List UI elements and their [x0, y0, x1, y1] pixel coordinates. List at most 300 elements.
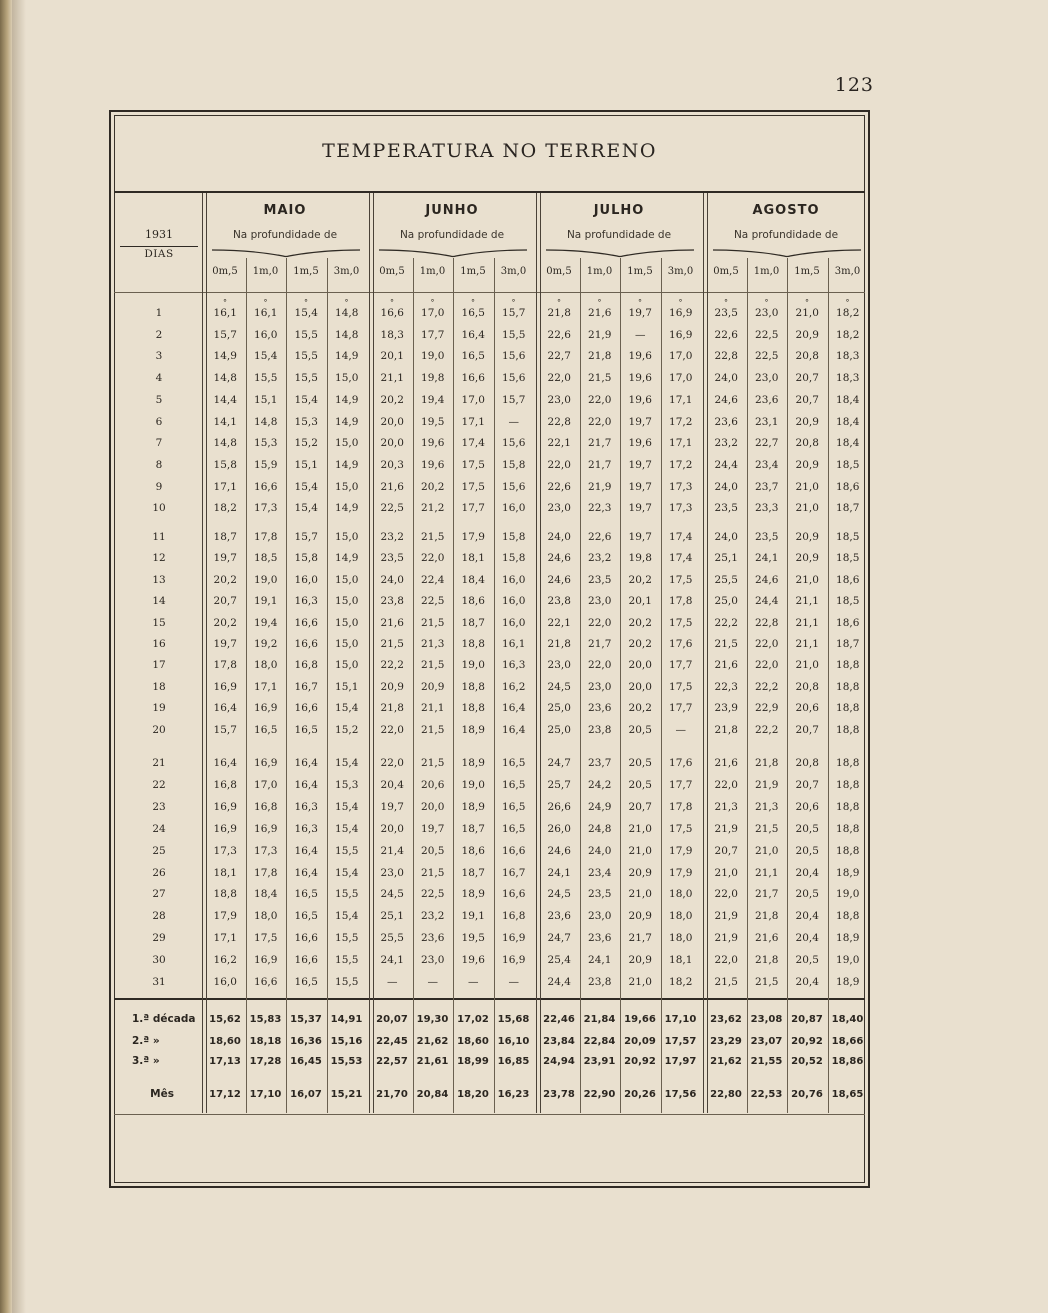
table-cell: 21,7: [628, 932, 652, 945]
table-cell: 18,0: [669, 910, 693, 923]
summary-cell: 23,08: [750, 1014, 783, 1025]
table-cell: 22,6: [547, 480, 571, 493]
table-cell: 23,6: [588, 932, 612, 945]
table-cell: 25,5: [380, 932, 404, 945]
table-cell: 19,7: [628, 415, 652, 428]
table-cell: 18,8: [836, 910, 860, 923]
table-cell: 23,5: [380, 552, 404, 565]
table-cell: 16,9: [213, 680, 237, 693]
table-cell: 24,0: [714, 372, 738, 385]
table-cell: 24,5: [547, 888, 571, 901]
table-cell: 16,0: [502, 616, 526, 629]
table-cell: 18,7: [836, 502, 860, 515]
table-cell: 19,7: [380, 800, 404, 813]
summary-cell: 21,55: [750, 1056, 783, 1067]
table-cell: 17,9: [669, 866, 693, 879]
table-cell: 19,1: [254, 595, 278, 608]
table-cell: 18,9: [461, 723, 485, 736]
table-cell: 21,0: [795, 659, 819, 672]
table-cell: 20,9: [628, 910, 652, 923]
table-cell: 20,5: [795, 888, 819, 901]
table-cell: 15,4: [294, 480, 318, 493]
table-cell: 15,4: [294, 307, 318, 319]
degree-mark: °: [638, 298, 642, 307]
table-cell: 16,5: [461, 350, 485, 363]
table-cell: 16,4: [213, 702, 237, 715]
table-cell: 17,3: [254, 844, 278, 857]
table-cell: 21,5: [755, 822, 779, 835]
month-name: AGOSTO: [752, 203, 820, 218]
depth-label: 1m,0: [586, 266, 613, 277]
table-cell: 19,6: [628, 372, 652, 385]
table-cell: 18,0: [669, 932, 693, 945]
summary-cell: 18,40: [831, 1014, 864, 1025]
bottom-rule: [114, 1114, 865, 1115]
summary-label: 1.ª década: [132, 1013, 196, 1025]
degree-mark: °: [805, 298, 809, 307]
table-cell: 20,9: [795, 552, 819, 565]
table-cell: 16,6: [294, 702, 318, 715]
table-cell: 16,4: [461, 328, 485, 341]
table-cell: 24,0: [547, 531, 571, 543]
table-cell: 17,0: [421, 307, 445, 319]
table-cell: 22,3: [588, 502, 612, 515]
table-cell: 21,5: [588, 372, 612, 385]
depth-label: 1m,5: [627, 266, 653, 277]
table-cell: 20,0: [628, 680, 652, 693]
day-number: 5: [155, 393, 163, 406]
table-cell: 20,4: [795, 932, 819, 945]
summary-cell: 18,66: [831, 1036, 864, 1047]
day-number: 10: [152, 502, 166, 515]
table-cell: 20,5: [795, 844, 819, 857]
table-cell: 25,1: [380, 910, 404, 923]
table-cell: 24,2: [588, 778, 612, 791]
brace-icon: [378, 248, 528, 258]
table-cell: 22,6: [547, 328, 571, 341]
table-cell: 15,0: [335, 531, 359, 543]
table-cell: 14,8: [254, 415, 278, 428]
table-cell: 16,0: [294, 573, 318, 586]
summary-cell: 17,02: [457, 1014, 489, 1025]
summary-cell: 18,60: [457, 1036, 489, 1047]
table-cell: 14,9: [213, 350, 237, 363]
day-number: 3: [155, 350, 163, 363]
table-cell: 15,1: [335, 680, 359, 693]
table-cell: 20,7: [795, 723, 819, 736]
summary-cell: 17,12: [209, 1089, 241, 1100]
table-cell: 20,9: [628, 954, 652, 967]
header-rule: [114, 292, 865, 293]
summary-label: 2.ª »: [132, 1035, 160, 1047]
table-cell: 16,3: [502, 659, 526, 672]
table-cell: 17,9: [461, 531, 485, 543]
table-cell: 21,5: [714, 976, 738, 988]
table-cell: 16,6: [254, 976, 278, 988]
table-cell: 20,4: [380, 778, 404, 791]
table-cell: 24,8: [588, 822, 612, 835]
table-cell: 22,0: [714, 954, 738, 967]
table-cell: 16,5: [294, 888, 318, 901]
table-cell: 15,5: [335, 888, 359, 901]
table-cell: 15,7: [502, 307, 526, 319]
table-cell: 24,1: [588, 954, 612, 967]
table-cell: 20,1: [380, 350, 404, 363]
summary-cell: 20,84: [416, 1089, 449, 1100]
summary-cell: 17,57: [664, 1036, 697, 1047]
table-cell: 17,5: [254, 932, 278, 945]
table-cell: 18,2: [213, 502, 237, 515]
depth-label: 3m,0: [667, 266, 694, 277]
table-cell: 14,9: [335, 350, 359, 363]
summary-cell: 14,91: [330, 1014, 363, 1025]
table-cell: 21,0: [628, 976, 652, 988]
table-cell: 20,5: [795, 954, 819, 967]
table-cell: 16,6: [294, 932, 318, 945]
table-cell: 16,3: [294, 822, 318, 835]
table-cell: 20,8: [795, 680, 819, 693]
depth-label: 0m,5: [713, 266, 739, 277]
table-cell: 17,4: [461, 437, 485, 450]
summary-cell: 15,37: [290, 1014, 322, 1025]
table-cell: 15,5: [335, 976, 359, 988]
depth-label: 1m,0: [419, 266, 446, 277]
table-cell: 19,0: [836, 954, 860, 967]
table-cell: 18,9: [836, 932, 860, 945]
table-cell: 20,2: [628, 638, 652, 650]
table-cell: 22,0: [547, 458, 571, 471]
degree-mark: °: [724, 298, 728, 307]
table-cell: 21,8: [380, 702, 404, 715]
table-cell: 20,6: [421, 778, 445, 791]
table-cell: 21,6: [588, 307, 612, 319]
table-cell: 18,1: [669, 954, 693, 967]
table-cell: —: [675, 723, 686, 736]
table-cell: 21,5: [714, 638, 738, 650]
table-cell: 15,0: [335, 595, 359, 608]
table-cell: 22,8: [547, 415, 571, 428]
table-cell: 16,6: [380, 307, 404, 319]
table-cell: 18,5: [836, 595, 860, 608]
table-cell: 15,5: [335, 844, 359, 857]
summary-cell: 15,16: [330, 1036, 363, 1047]
table-cell: 20,2: [628, 573, 652, 586]
table-cell: 21,6: [755, 932, 779, 945]
day-number: 14: [152, 595, 166, 608]
table-cell: 25,0: [714, 595, 738, 608]
table-cell: 24,4: [755, 595, 779, 608]
table-cell: 15,0: [335, 372, 359, 385]
table-cell: 20,1: [628, 595, 652, 608]
table-cell: 21,0: [755, 844, 779, 857]
table-cell: 22,5: [421, 595, 445, 608]
table-cell: 23,9: [714, 702, 738, 715]
table-cell: 25,4: [547, 954, 571, 967]
summary-cell: 22,80: [710, 1089, 742, 1100]
table-cell: 21,5: [421, 723, 445, 736]
table-cell: 24,0: [380, 573, 404, 586]
table-cell: 20,9: [795, 328, 819, 341]
table-cell: 19,4: [254, 616, 278, 629]
summary-cell: 20,52: [791, 1056, 823, 1067]
table-cell: 24,1: [755, 552, 779, 565]
table-cell: 19,4: [421, 393, 445, 406]
table-cell: 17,3: [669, 480, 693, 493]
table-cell: 18,9: [461, 888, 485, 901]
summary-label: 3.ª »: [132, 1055, 160, 1067]
table-cell: 22,5: [755, 328, 779, 341]
table-cell: 23,2: [380, 531, 404, 543]
table-cell: 24,5: [547, 680, 571, 693]
day-number: 2: [155, 328, 163, 341]
table-cell: 19,7: [421, 822, 445, 835]
degree-mark: °: [390, 298, 394, 307]
table-cell: 22,0: [588, 415, 612, 428]
table-cell: 16,4: [294, 757, 318, 769]
table-cell: 20,2: [421, 480, 445, 493]
table-cell: 15,4: [335, 800, 359, 813]
table-cell: 15,4: [335, 866, 359, 879]
depth-label: 3m,0: [500, 266, 527, 277]
table-cell: 19,6: [461, 954, 485, 967]
summary-cell: 20,92: [791, 1036, 823, 1047]
table-cell: 16,5: [502, 757, 526, 769]
table-cell: 15,4: [335, 757, 359, 769]
table-cell: 15,6: [502, 372, 526, 385]
table-cell: 21,5: [380, 638, 404, 650]
table-cell: 21,5: [755, 976, 779, 988]
table-cell: 16,4: [502, 723, 526, 736]
table-cell: 16,5: [502, 822, 526, 835]
table-cell: 15,8: [502, 458, 526, 471]
table-cell: 22,0: [421, 552, 445, 565]
day-number: 28: [152, 910, 166, 923]
table-cell: 17,5: [461, 458, 485, 471]
table-cell: 16,4: [294, 844, 318, 857]
table-cell: 23,0: [588, 595, 612, 608]
table-cell: 19,8: [628, 552, 652, 565]
table-cell: 14,8: [335, 307, 359, 319]
table-cell: 22,0: [380, 757, 404, 769]
table-cell: 16,1: [213, 307, 237, 319]
table-cell: 15,8: [502, 531, 526, 543]
summary-cell: 20,87: [791, 1014, 823, 1025]
table-cell: 17,4: [669, 531, 693, 543]
table-cell: 23,4: [588, 866, 612, 879]
table-cell: 15,5: [294, 350, 318, 363]
table-cell: 15,8: [213, 458, 237, 471]
brace-icon: [712, 248, 862, 258]
degree-mark: °: [764, 298, 769, 307]
day-number: 13: [152, 573, 166, 586]
table-cell: 15,1: [294, 458, 318, 471]
table-cell: 18,6: [836, 480, 860, 493]
table-cell: 17,9: [669, 844, 693, 857]
table-cell: 15,5: [335, 932, 359, 945]
table-cell: 21,8: [547, 307, 571, 319]
table-cell: 18,7: [836, 638, 860, 650]
table-cell: 21,8: [755, 954, 779, 967]
table-cell: 17,1: [669, 393, 693, 406]
summary-cell: 16,23: [497, 1089, 530, 1100]
table-cell: 24,6: [547, 573, 571, 586]
table-cell: 21,0: [795, 307, 819, 319]
table-cell: 15,3: [294, 415, 318, 428]
table-cell: 17,8: [669, 595, 693, 608]
table-cell: 14,4: [213, 393, 237, 406]
table-cell: 17,1: [213, 480, 237, 493]
table-cell: 16,8: [294, 659, 318, 672]
page-number: 123: [834, 74, 874, 96]
table-cell: 20,4: [795, 976, 819, 988]
summary-cell: 15,21: [330, 1089, 363, 1100]
degree-mark: °: [471, 298, 475, 307]
table-cell: 17,7: [461, 502, 485, 515]
table-cell: 17,3: [254, 502, 278, 515]
table-cell: 15,4: [254, 350, 278, 363]
table-cell: 19,0: [461, 659, 485, 672]
table-cell: 16,6: [502, 844, 526, 857]
depth-caption: Na profundidade de: [733, 229, 839, 241]
table-cell: 19,7: [628, 458, 652, 471]
table-cell: 22,8: [714, 350, 738, 363]
table-cell: 23,7: [588, 757, 612, 769]
table-cell: 20,9: [795, 531, 819, 543]
table-cell: 23,0: [588, 910, 612, 923]
table-cell: 15,0: [335, 573, 359, 586]
table-cell: 17,8: [669, 800, 693, 813]
table-cell: 24,0: [714, 480, 738, 493]
summary-cell: 23,84: [543, 1036, 575, 1047]
table-cell: 16,2: [502, 680, 526, 693]
table-cell: 18,1: [213, 866, 237, 879]
table-cell: 15,6: [502, 480, 526, 493]
summary-cell: 17,13: [209, 1056, 241, 1067]
table-cell: 21,1: [421, 702, 445, 715]
table-cell: 15,7: [294, 531, 318, 543]
table-cell: 17,1: [461, 415, 485, 428]
table-cell: 17,3: [213, 844, 237, 857]
table-cell: 21,8: [755, 910, 779, 923]
table-cell: 20,6: [795, 702, 819, 715]
days-label: DIAS: [120, 246, 198, 260]
table-cell: 16,4: [502, 702, 526, 715]
table-cell: 22,5: [755, 350, 779, 363]
summary-cell: 17,10: [664, 1014, 697, 1025]
table-cell: 24,9: [588, 800, 612, 813]
day-number: 7: [155, 437, 163, 450]
table-cell: 24,6: [547, 844, 571, 857]
summary-cell: 22,90: [583, 1089, 616, 1100]
table-cell: 17,2: [669, 415, 693, 428]
table-cell: 20,0: [628, 659, 652, 672]
table-cell: 20,2: [628, 616, 652, 629]
table-cell: 21,0: [714, 866, 738, 879]
table-cell: 23,4: [755, 458, 779, 471]
table-cell: 22,5: [380, 502, 404, 515]
table-cell: 21,9: [714, 910, 738, 923]
summary-cell: 15,83: [249, 1014, 282, 1025]
table-cell: 16,5: [254, 723, 278, 736]
table-cell: 14,9: [335, 502, 359, 515]
table-cell: 15,5: [254, 372, 278, 385]
table-cell: 16,3: [294, 800, 318, 813]
table-cell: 20,9: [795, 458, 819, 471]
table-cell: 22,8: [755, 616, 779, 629]
table-cell: —: [468, 976, 479, 988]
table-cell: 23,8: [547, 595, 571, 608]
table-cell: 21,6: [714, 659, 738, 672]
summary-cell: 21,62: [416, 1036, 449, 1047]
day-number: 23: [152, 800, 166, 813]
summary-cell: 20,26: [624, 1089, 656, 1100]
table-cell: 15,7: [213, 723, 237, 736]
table-cell: 23,0: [547, 502, 571, 515]
table-cell: 18,5: [836, 552, 860, 565]
summary-cell: 18,20: [457, 1089, 489, 1100]
table-cell: 18,8: [836, 844, 860, 857]
degree-mark: °: [557, 298, 561, 307]
table-cell: 15,7: [502, 393, 526, 406]
table-cell: 20,5: [795, 822, 819, 835]
table-cell: 23,8: [380, 595, 404, 608]
table-cell: 21,5: [421, 616, 445, 629]
table-cell: 23,2: [588, 552, 612, 565]
table-cell: 23,0: [421, 954, 445, 967]
table-cell: 16,9: [213, 800, 237, 813]
table-cell: 22,2: [755, 723, 779, 736]
table-cell: —: [508, 415, 519, 428]
table-cell: 23,8: [588, 976, 612, 988]
table-cell: 21,9: [588, 328, 612, 341]
table-cell: 20,5: [628, 757, 652, 769]
table-cell: 20,0: [380, 437, 404, 450]
table-cell: 16,9: [213, 822, 237, 835]
table-cell: 21,6: [714, 757, 738, 769]
table-cell: 21,2: [421, 502, 445, 515]
table-cell: 17,5: [669, 573, 693, 586]
table-cell: 16,6: [294, 954, 318, 967]
table-cell: 14,8: [213, 437, 237, 450]
table-cell: 15,0: [335, 638, 359, 650]
summary-rule: [114, 998, 865, 1000]
table-cell: 20,0: [380, 415, 404, 428]
table-cell: 15,6: [502, 437, 526, 450]
depth-label: 0m,5: [546, 266, 572, 277]
table-cell: 19,7: [628, 531, 652, 543]
table-cell: 18,7: [213, 531, 237, 543]
table-cell: 17,5: [669, 822, 693, 835]
table-cell: 17,8: [213, 659, 237, 672]
table-cell: 24,1: [380, 954, 404, 967]
table-cell: 21,9: [714, 822, 738, 835]
table-cell: 22,1: [547, 437, 571, 450]
table-cell: 14,9: [335, 393, 359, 406]
table-cell: 17,3: [669, 502, 693, 515]
table-cell: 20,8: [795, 350, 819, 363]
table-cell: 15,4: [335, 822, 359, 835]
table-cell: 14,8: [213, 372, 237, 385]
table-cell: 18,2: [836, 307, 860, 319]
table-cell: 18,6: [836, 573, 860, 586]
table-cell: 18,8: [836, 778, 860, 791]
summary-cell: 17,10: [249, 1089, 282, 1100]
table-cell: 19,2: [254, 638, 278, 650]
table-cell: 16,9: [669, 328, 693, 341]
table-cell: 23,5: [588, 573, 612, 586]
table-cell: 19,6: [421, 458, 445, 471]
table-cell: 20,5: [628, 778, 652, 791]
